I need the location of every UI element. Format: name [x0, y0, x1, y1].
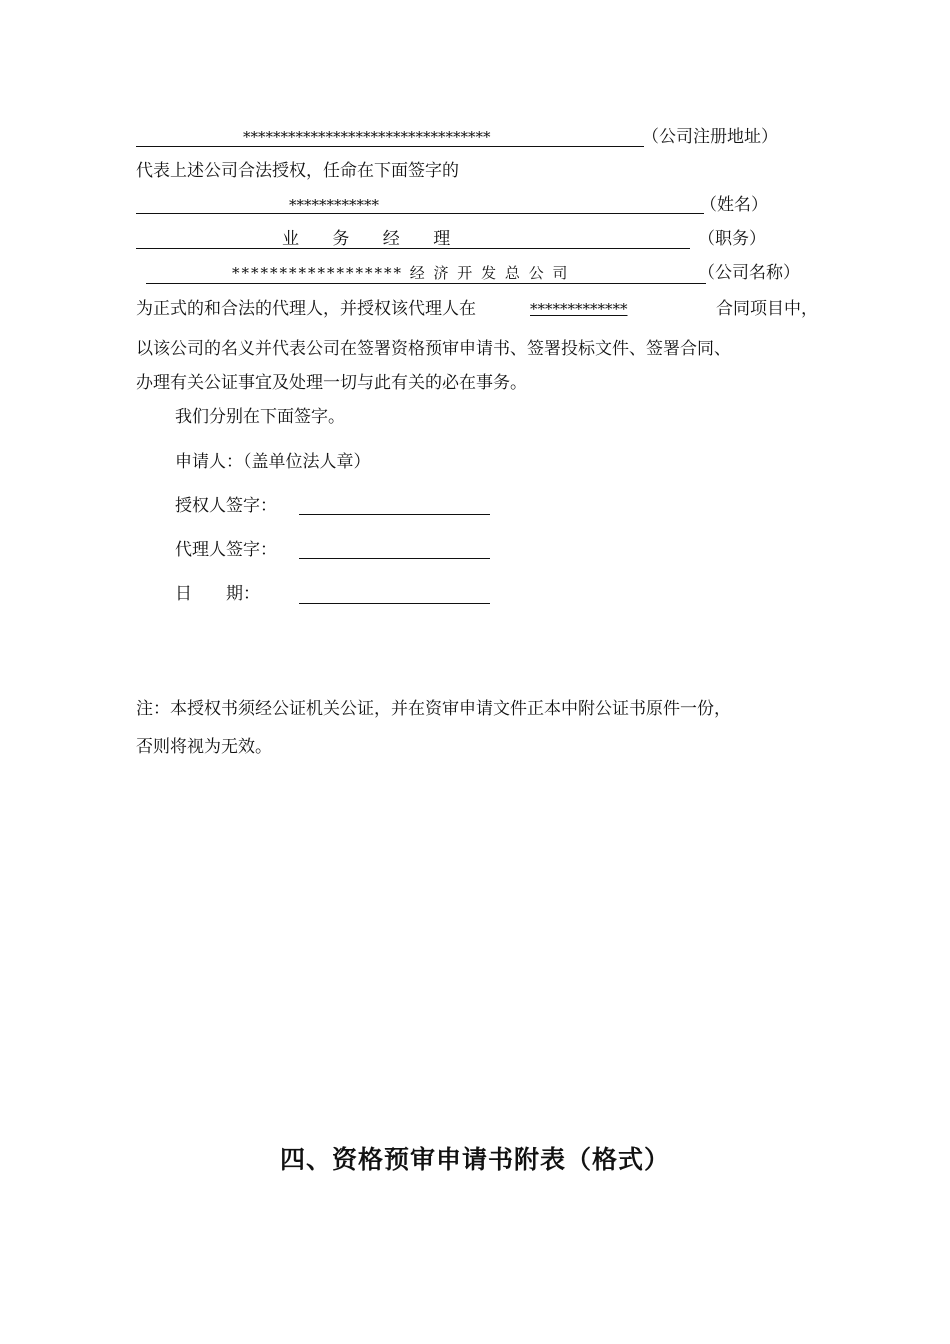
note-line-2: 否则将视为无效。: [136, 737, 272, 757]
paragraph-line-1a: 为正式的和合法的代理人，并授权该代理人在: [136, 299, 476, 319]
date-label: 日 期：: [175, 584, 260, 604]
authorizer-sign-label: 授权人签字：: [175, 496, 277, 516]
project-value: *************: [530, 300, 628, 318]
position-label: （职务）: [698, 229, 766, 249]
name-value: ************: [289, 196, 379, 214]
name-underline: [136, 213, 704, 214]
paragraph-line-1b: 合同项目中，: [716, 299, 818, 319]
agent-sign-label: 代理人签字：: [175, 540, 277, 560]
company-label: （公司名称）: [698, 263, 800, 283]
company-value: ****************** 经 济 开 发 总 公 司: [232, 264, 570, 282]
sign-intro: 我们分别在下面签字。: [175, 407, 345, 427]
position-value: 业 务 经 理: [282, 229, 465, 249]
note-line-1: 注：本授权书须经公证机关公证，并在资审申请文件正本中附公证书原件一份，: [136, 699, 731, 719]
authorizer-sign-line[interactable]: [299, 514, 490, 515]
section-title: 四、资格预审申请书附表（格式）: [279, 1145, 670, 1174]
paragraph-line-2: 以该公司的名义并代表公司在签署资格预审申请书、签署投标文件、签署合同、: [136, 339, 731, 359]
paragraph-line-3: 办理有关公证事宜及处理一切与此有关的必在事务。: [136, 373, 527, 393]
date-line[interactable]: [299, 603, 490, 604]
address-label: （公司注册地址）: [642, 127, 778, 147]
applicant-label: 申请人：（盖单位法人章）: [175, 452, 371, 472]
address-value: *********************************: [243, 128, 491, 146]
name-label: （姓名）: [700, 195, 768, 215]
agent-sign-line[interactable]: [299, 558, 490, 559]
intro-line: 代表上述公司合法授权，任命在下面签字的: [136, 161, 459, 181]
